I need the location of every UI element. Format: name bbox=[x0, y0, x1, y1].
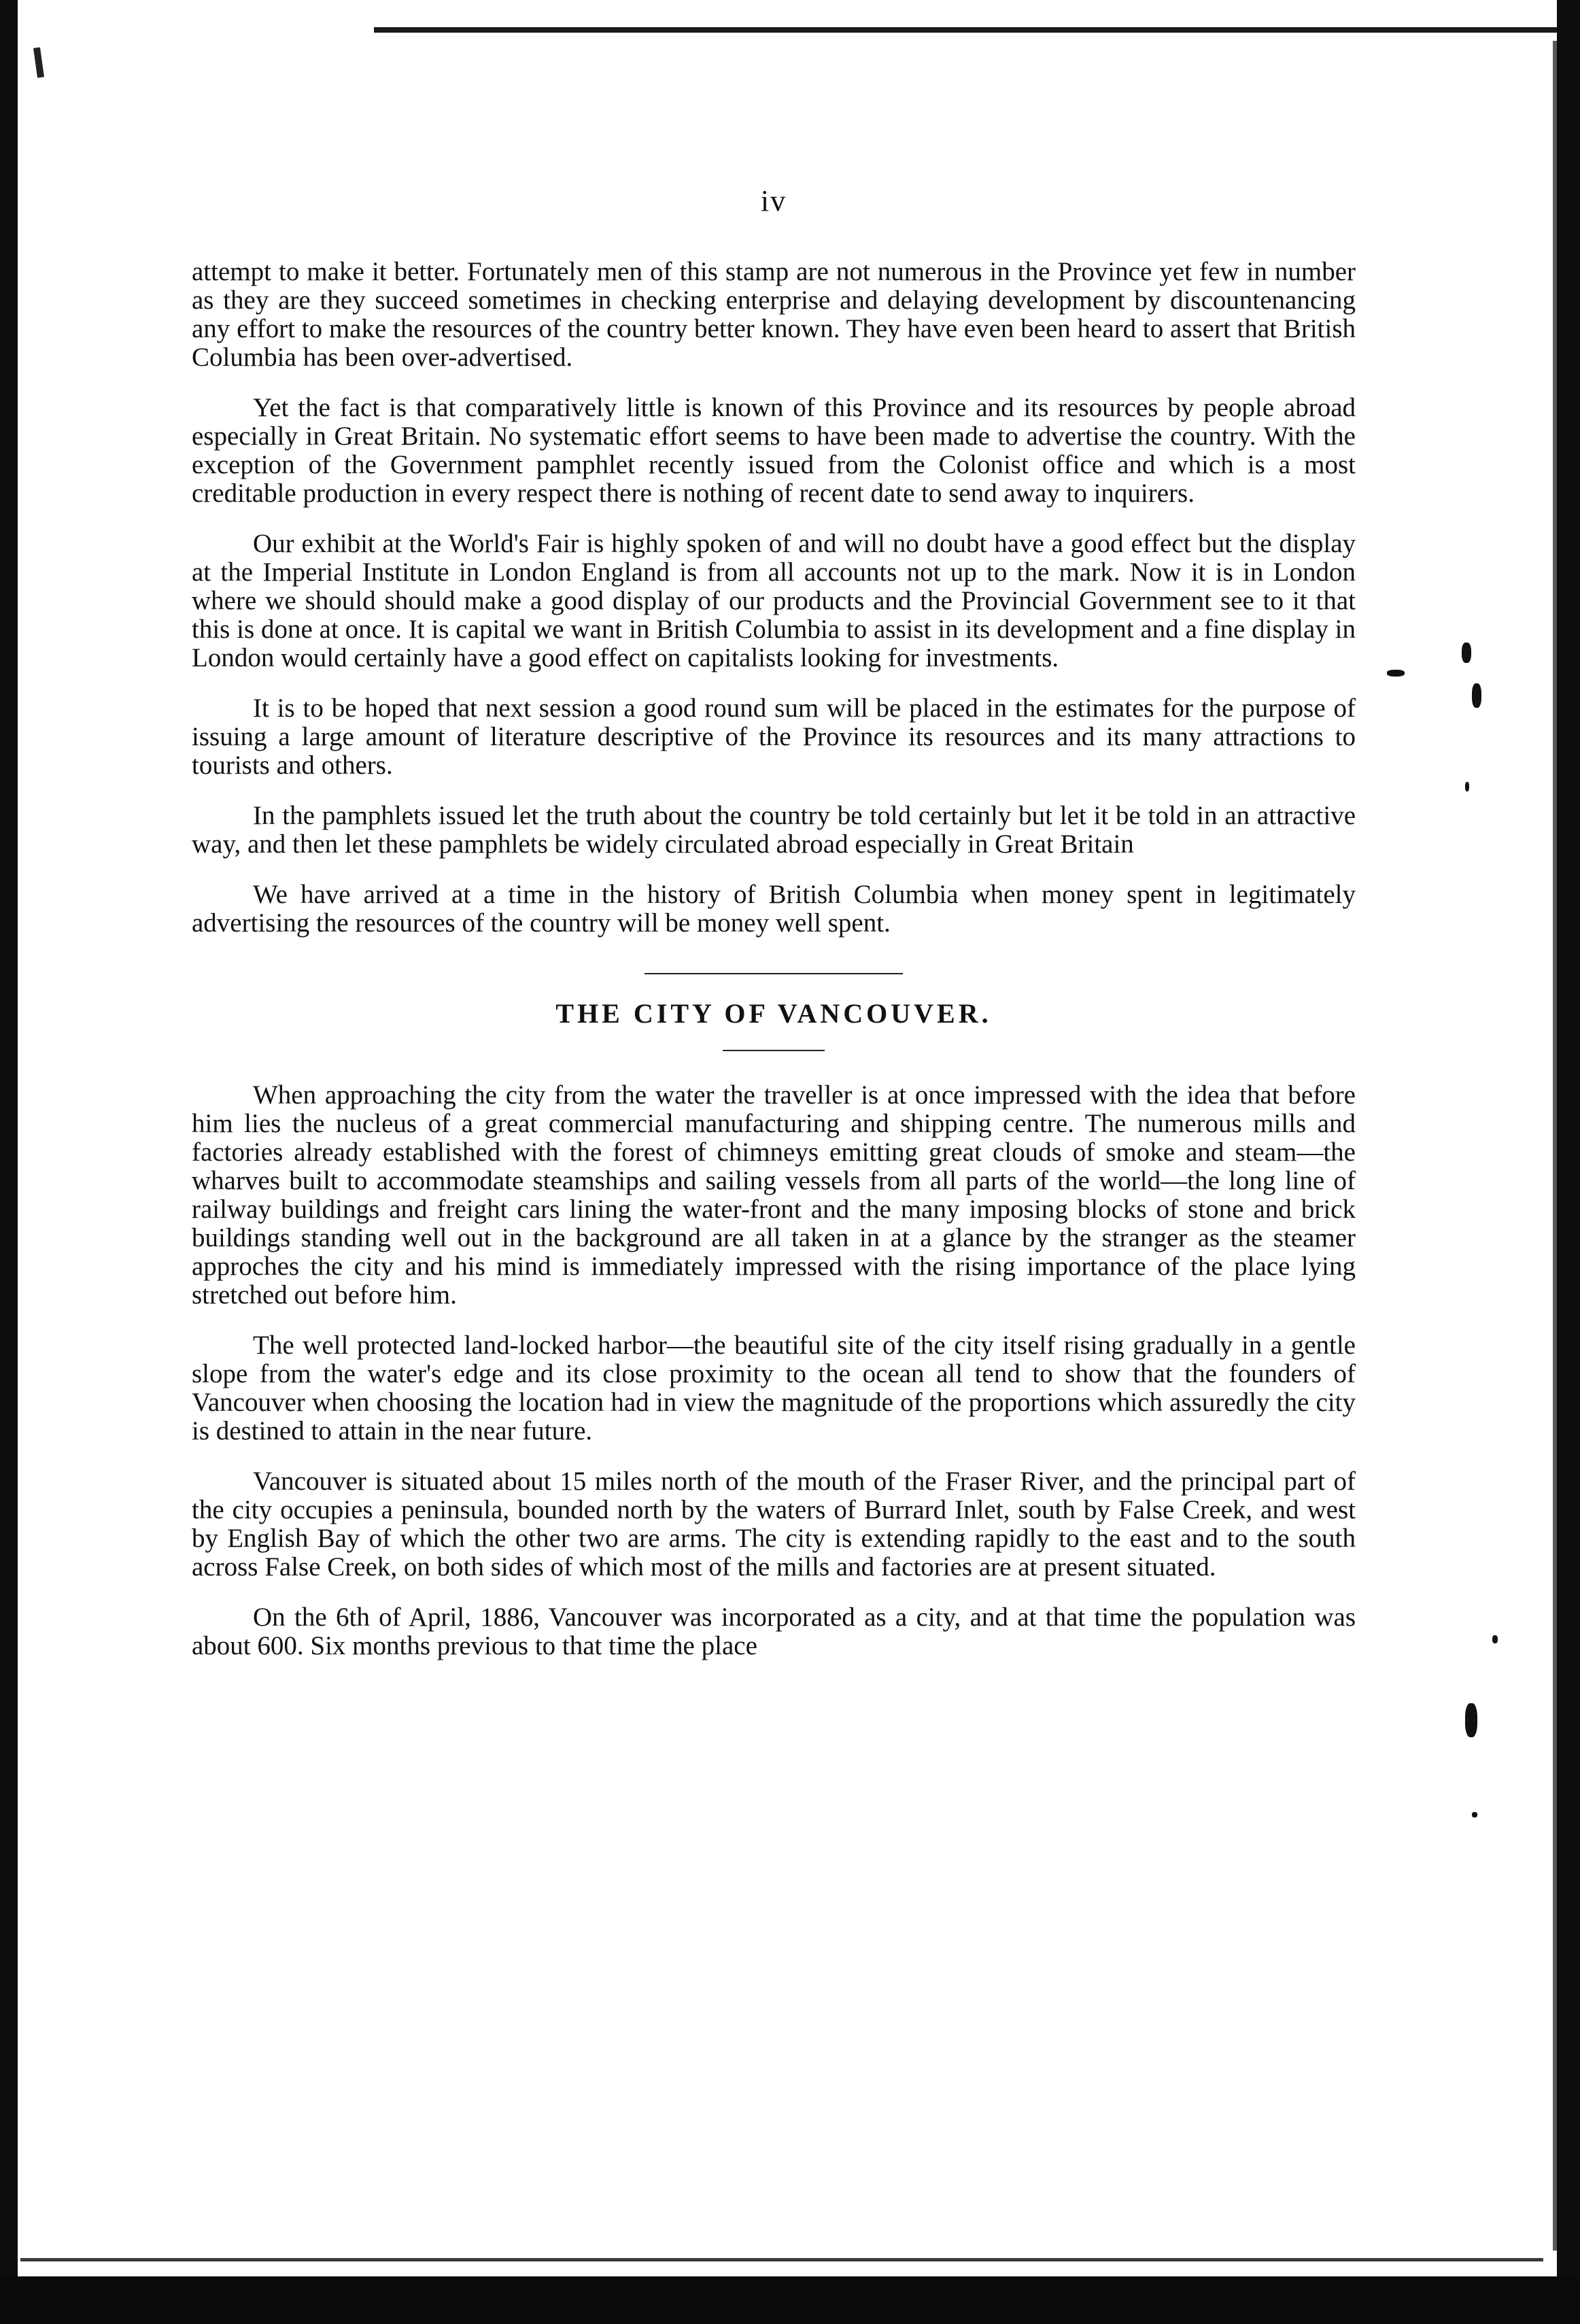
document-page bbox=[192, 184, 1356, 1682]
paragraph: attempt to make it better. Fortunately men of this stamp are not numerous in the Province yet few in number as they are they succeed sometimes in checking enterprise and delaying development by discountenancing any effort to make the resources of the country better known. They have even been heard to assert that British Columbia has been over-advertised. bbox=[192, 257, 1356, 372]
paragraph: In the pamphlets issued let the truth about the country be told certainly but let it be told in an attractive way, and then let these pamphlets be widely circulated abroad especially in Great Britain bbox=[192, 801, 1356, 859]
margin-ink-speck bbox=[1472, 683, 1481, 708]
paragraph: It is to be hoped that next session a good round sum will be placed in the estimates for the purpose of issuing a large amount of literature descriptive of the Province its resources and its many attractions to tourists and others. bbox=[192, 694, 1356, 780]
scan-border-right bbox=[1557, 0, 1580, 2324]
paragraph: When approaching the city from the water the traveller is at once impressed with the idea that before him lies the nucleus of a great commercial manufacturing and shipping centre. The numerous mills and factories already established with the forest of chimneys emitting great clouds of smoke and steam—the wharves built to accommodate steamships and sailing vessels from all parts of the world—the long line of railway buildings and freight cars lining the water-front and the many imposing blocks of stone and brick buildings standing well out in the background are all taken in at a glance by the stranger as the steamer approches the city and his mind is immediately impressed with the rising importance of the place lying stretched out before him. bbox=[192, 1080, 1356, 1310]
page-number: iv bbox=[760, 184, 787, 218]
scan-border-bottom bbox=[0, 2276, 1580, 2324]
section-divider bbox=[645, 973, 903, 974]
margin-ink-speck bbox=[1462, 643, 1471, 663]
scan-border-right-shadow bbox=[1553, 41, 1557, 2251]
paragraph: The well protected land-locked harbor—the beautiful site of the city itself rising gradually in a gentle slope from the water's edge and its close proximity to the ocean all tend to show that the founders of Vancouver when choosing the location had in view the magnitude of the proportions which assuredly the city is destined to attain in the near future. bbox=[192, 1331, 1356, 1446]
margin-ink-speck bbox=[1387, 670, 1405, 677]
advertising-section bbox=[192, 258, 1356, 938]
corner-ink-mark bbox=[33, 48, 44, 78]
margin-ink-speck bbox=[1472, 1812, 1477, 1817]
margin-ink-speck bbox=[1465, 1703, 1477, 1737]
paragraph: Yet the fact is that comparatively little is known of this Province and its resources by people abroad especially in Great Britain. No systematic effort seems to have been made to advertise the country. With the exception of the Government pamphlet recently issued from the Colonist office and which is a most creditable production in every respect there is nothing of recent date to send away to inquirers. bbox=[192, 393, 1356, 508]
section-title: THE CITY OF VANCOUVER. bbox=[555, 998, 992, 1029]
paragraph: Vancouver is situated about 15 miles north of the mouth of the Fraser River, and the principal part of the city occupies a peninsula, bounded north by the waters of Burrard Inlet, south by False Creek, and west by English Bay of which the other two are arms. The city is extending rapidly to the east and to the south across False Creek, on both sides of which most of the mills and factories are at present situated. bbox=[192, 1467, 1356, 1582]
paragraph: We have arrived at a time in the history of British Columbia when money spent in legitimately advertising the resources of the country will be money well spent. bbox=[192, 880, 1356, 938]
margin-ink-speck bbox=[1465, 782, 1469, 791]
paragraph: Our exhibit at the World's Fair is highly spoken of and will no doubt have a good effect but the display at the Imperial Institute in London England is from all accounts not up to the mark. Now it is in London where we should should make a good display of our products and the Provincial Government see to it that this is done at once. It is capital we want in British Columbia to assist in its development and a fine display in London would certainly have a good effect on capitalists looking for investments. bbox=[192, 529, 1356, 672]
scan-border-top bbox=[374, 27, 1557, 33]
margin-ink-speck bbox=[1492, 1635, 1498, 1643]
vancouver-section bbox=[192, 1081, 1356, 1660]
scan-border-bottom-line bbox=[20, 2258, 1543, 2261]
paragraph: On the 6th of April, 1886, Vancouver was incorporated as a city, and at that time the population was about 600. Six months previous to that time the place bbox=[192, 1603, 1356, 1660]
scan-border-left bbox=[0, 0, 18, 2324]
title-underline bbox=[723, 1050, 825, 1051]
